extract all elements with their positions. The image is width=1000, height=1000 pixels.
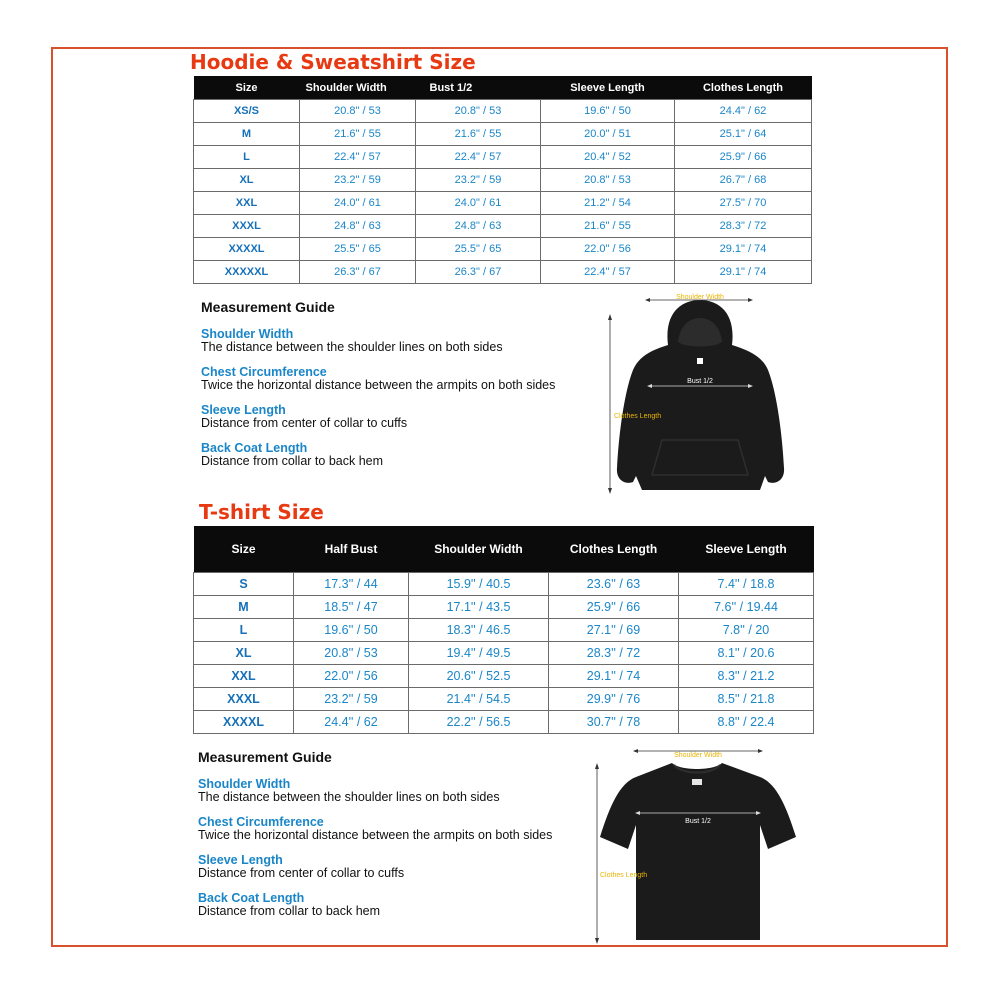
half-bust-cell: 20.8'' / 53 bbox=[294, 642, 409, 665]
clothes-length-cell: 28.3" / 72 bbox=[675, 215, 812, 238]
size-cell: XL bbox=[194, 169, 300, 192]
guide-item-desc: Twice the horizontal distance between the armpits on both sides bbox=[201, 378, 556, 392]
table-row bbox=[194, 688, 814, 711]
half-bust-cell: 18.5'' / 47 bbox=[294, 596, 409, 619]
guide-item-back-coat-length bbox=[198, 892, 573, 918]
shoulder-width-cell: 25.5" / 65 bbox=[300, 238, 416, 261]
shoulder-width-cell: 15.9'' / 40.5 bbox=[409, 573, 549, 596]
header-clothes-length: Clothes Length bbox=[675, 76, 812, 100]
sleeve-length-cell: 20.8" / 53 bbox=[541, 169, 675, 192]
shoulder-width-cell: 21.4'' / 54.5 bbox=[409, 688, 549, 711]
tshirt-bust-label: Bust 1/2 bbox=[685, 818, 711, 825]
table-row bbox=[194, 619, 814, 642]
table-row bbox=[194, 665, 814, 688]
header-shoulder-width: Shoulder Width bbox=[409, 526, 549, 573]
sleeve-length-cell: 7.4'' / 18.8 bbox=[679, 573, 814, 596]
bust-cell: 24.0" / 61 bbox=[416, 192, 541, 215]
clothes-length-cell: 25.9" / 66 bbox=[675, 146, 812, 169]
shoulder-width-cell: 20.6'' / 52.5 bbox=[409, 665, 549, 688]
table-row bbox=[194, 261, 812, 284]
table-row bbox=[194, 215, 812, 238]
header-size: Size bbox=[194, 526, 294, 573]
guide-item-shoulder-width bbox=[198, 778, 573, 804]
bust-cell: 22.4" / 57 bbox=[416, 146, 541, 169]
clothes-length-cell: 26.7" / 68 bbox=[675, 169, 812, 192]
clothes-length-cell: 25.9'' / 66 bbox=[549, 596, 679, 619]
table-row bbox=[194, 100, 812, 123]
guide-item-sleeve-length bbox=[198, 854, 573, 880]
tshirt-size-table bbox=[193, 526, 814, 734]
bust-cell: 24.8" / 63 bbox=[416, 215, 541, 238]
clothes-length-cell: 25.1" / 64 bbox=[675, 123, 812, 146]
guide-item-title: Back Coat Length bbox=[201, 441, 308, 455]
guide-item-title: Shoulder Width bbox=[201, 327, 294, 341]
table-row bbox=[194, 123, 812, 146]
half-bust-cell: 19.6'' / 50 bbox=[294, 619, 409, 642]
shoulder-width-cell: 24.0" / 61 bbox=[300, 192, 416, 215]
bust-cell: 21.6" / 55 bbox=[416, 123, 541, 146]
hoodie-section-title: Hoodie & Sweatshirt Size bbox=[190, 50, 476, 74]
sleeve-length-cell: 22.0" / 56 bbox=[541, 238, 675, 261]
size-cell: M bbox=[194, 123, 300, 146]
header-size: Size bbox=[194, 76, 300, 100]
tshirt-measurement-guide bbox=[198, 749, 573, 930]
tshirt-length-label: Clothes Length bbox=[600, 872, 648, 879]
header-half-bust: Half Bust bbox=[294, 526, 409, 573]
guide-item-title: Chest Circumference bbox=[201, 365, 327, 379]
table-header-row bbox=[194, 526, 814, 573]
header-clothes-length: Clothes Length bbox=[549, 526, 679, 573]
guide-item-title: Shoulder Width bbox=[198, 777, 291, 791]
size-cell: XXXL bbox=[194, 688, 294, 711]
guide-item-desc: Distance from collar to back hem bbox=[198, 904, 381, 918]
size-cell: XXXXXL bbox=[194, 261, 300, 284]
hoodie-label-tag bbox=[697, 358, 703, 364]
half-bust-cell: 23.2'' / 59 bbox=[294, 688, 409, 711]
bust-cell: 25.5" / 65 bbox=[416, 238, 541, 261]
hoodie-size-table bbox=[193, 76, 812, 284]
clothes-length-cell: 27.5" / 70 bbox=[675, 192, 812, 215]
clothes-length-cell: 29.1'' / 74 bbox=[549, 665, 679, 688]
size-cell: XXXXL bbox=[194, 238, 300, 261]
table-row bbox=[194, 192, 812, 215]
clothes-length-cell: 30.7'' / 78 bbox=[549, 711, 679, 734]
size-cell: S bbox=[194, 573, 294, 596]
size-cell: M bbox=[194, 596, 294, 619]
sleeve-length-cell: 22.4" / 57 bbox=[541, 261, 675, 284]
guide-item-title: Sleeve Length bbox=[198, 853, 283, 867]
half-bust-cell: 22.0'' / 56 bbox=[294, 665, 409, 688]
clothes-length-cell: 29.1" / 74 bbox=[675, 238, 812, 261]
sleeve-length-cell: 8.3'' / 21.2 bbox=[679, 665, 814, 688]
sleeve-length-cell: 19.6" / 50 bbox=[541, 100, 675, 123]
guide-item-shoulder-width bbox=[201, 328, 581, 354]
guide-item-chest-circumference bbox=[198, 816, 573, 842]
guide-item-desc: Distance from collar to back hem bbox=[201, 454, 384, 468]
guide-heading: Measurement Guide bbox=[201, 299, 335, 315]
hoodie-diagram bbox=[600, 290, 800, 500]
sleeve-length-cell: 20.4" / 52 bbox=[541, 146, 675, 169]
bust-cell: 26.3" / 67 bbox=[416, 261, 541, 284]
guide-item-title: Chest Circumference bbox=[198, 815, 324, 829]
clothes-length-cell: 29.9'' / 76 bbox=[549, 688, 679, 711]
table-row bbox=[194, 642, 814, 665]
guide-item-desc: Twice the horizontal distance between the armpits on both sides bbox=[198, 828, 553, 842]
size-cell: L bbox=[194, 619, 294, 642]
header-bust: Bust 1/2 bbox=[416, 76, 541, 100]
size-cell: XXL bbox=[194, 192, 300, 215]
sleeve-length-cell: 21.2" / 54 bbox=[541, 192, 675, 215]
shoulder-width-cell: 19.4'' / 49.5 bbox=[409, 642, 549, 665]
shoulder-width-cell: 20.8" / 53 bbox=[300, 100, 416, 123]
hoodie-bust-label: Bust 1/2 bbox=[687, 378, 713, 385]
tshirt-shape bbox=[600, 763, 796, 940]
guide-item-desc: Distance from center of collar to cuffs bbox=[198, 866, 405, 880]
table-header-row bbox=[194, 76, 812, 100]
hoodie-shoulder-label: Shoulder Width bbox=[676, 294, 724, 301]
half-bust-cell: 17.3'' / 44 bbox=[294, 573, 409, 596]
tshirt-label-tag bbox=[692, 779, 702, 785]
table-row bbox=[194, 146, 812, 169]
tshirt-section-title: T-shirt Size bbox=[199, 500, 324, 524]
shoulder-width-cell: 18.3'' / 46.5 bbox=[409, 619, 549, 642]
guide-item-desc: The distance between the shoulder lines on both sides bbox=[201, 340, 503, 354]
clothes-length-cell: 29.1" / 74 bbox=[675, 261, 812, 284]
guide-item-desc: Distance from center of collar to cuffs bbox=[201, 416, 408, 430]
shoulder-width-cell: 24.8" / 63 bbox=[300, 215, 416, 238]
header-sleeve-length: Sleeve Length bbox=[679, 526, 814, 573]
guide-item-back-coat-length bbox=[201, 442, 581, 468]
guide-item-title: Sleeve Length bbox=[201, 403, 286, 417]
shoulder-width-cell: 21.6" / 55 bbox=[300, 123, 416, 146]
sleeve-length-cell: 7.8'' / 20 bbox=[679, 619, 814, 642]
guide-item-sleeve-length bbox=[201, 404, 581, 430]
clothes-length-cell: 24.4" / 62 bbox=[675, 100, 812, 123]
header-shoulder-width: Shoulder Width bbox=[300, 76, 416, 100]
table-row bbox=[194, 711, 814, 734]
table-row bbox=[194, 573, 814, 596]
tshirt-diagram bbox=[590, 745, 805, 945]
bust-cell: 20.8" / 53 bbox=[416, 100, 541, 123]
size-cell: XS/S bbox=[194, 100, 300, 123]
guide-item-title: Back Coat Length bbox=[198, 891, 305, 905]
sleeve-length-cell: 8.8'' / 22.4 bbox=[679, 711, 814, 734]
shoulder-width-cell: 17.1'' / 43.5 bbox=[409, 596, 549, 619]
size-cell: XXXXL bbox=[194, 711, 294, 734]
table-row bbox=[194, 238, 812, 261]
shoulder-width-cell: 23.2" / 59 bbox=[300, 169, 416, 192]
header-sleeve-length: Sleeve Length bbox=[541, 76, 675, 100]
size-cell: XL bbox=[194, 642, 294, 665]
guide-item-chest-circumference bbox=[201, 366, 581, 392]
sleeve-length-cell: 21.6" / 55 bbox=[541, 215, 675, 238]
shoulder-width-cell: 22.4" / 57 bbox=[300, 146, 416, 169]
sleeve-length-cell: 7.6'' / 19.44 bbox=[679, 596, 814, 619]
sleeve-length-cell: 8.1'' / 20.6 bbox=[679, 642, 814, 665]
shoulder-width-cell: 22.2'' / 56.5 bbox=[409, 711, 549, 734]
clothes-length-cell: 23.6'' / 63 bbox=[549, 573, 679, 596]
guide-item-desc: The distance between the shoulder lines on both sides bbox=[198, 790, 500, 804]
half-bust-cell: 24.4'' / 62 bbox=[294, 711, 409, 734]
table-row bbox=[194, 169, 812, 192]
hoodie-length-label: Clothes Length bbox=[614, 413, 662, 420]
sleeve-length-cell: 20.0" / 51 bbox=[541, 123, 675, 146]
clothes-length-cell: 27.1'' / 69 bbox=[549, 619, 679, 642]
clothes-length-cell: 28.3'' / 72 bbox=[549, 642, 679, 665]
table-row bbox=[194, 596, 814, 619]
size-cell: L bbox=[194, 146, 300, 169]
size-cell: XXL bbox=[194, 665, 294, 688]
shoulder-width-cell: 26.3" / 67 bbox=[300, 261, 416, 284]
sleeve-length-cell: 8.5'' / 21.8 bbox=[679, 688, 814, 711]
hoodie-measurement-guide bbox=[201, 299, 581, 480]
tshirt-shoulder-label: Shoulder Width bbox=[674, 752, 722, 759]
guide-heading: Measurement Guide bbox=[198, 749, 332, 765]
bust-cell: 23.2" / 59 bbox=[416, 169, 541, 192]
size-cell: XXXL bbox=[194, 215, 300, 238]
